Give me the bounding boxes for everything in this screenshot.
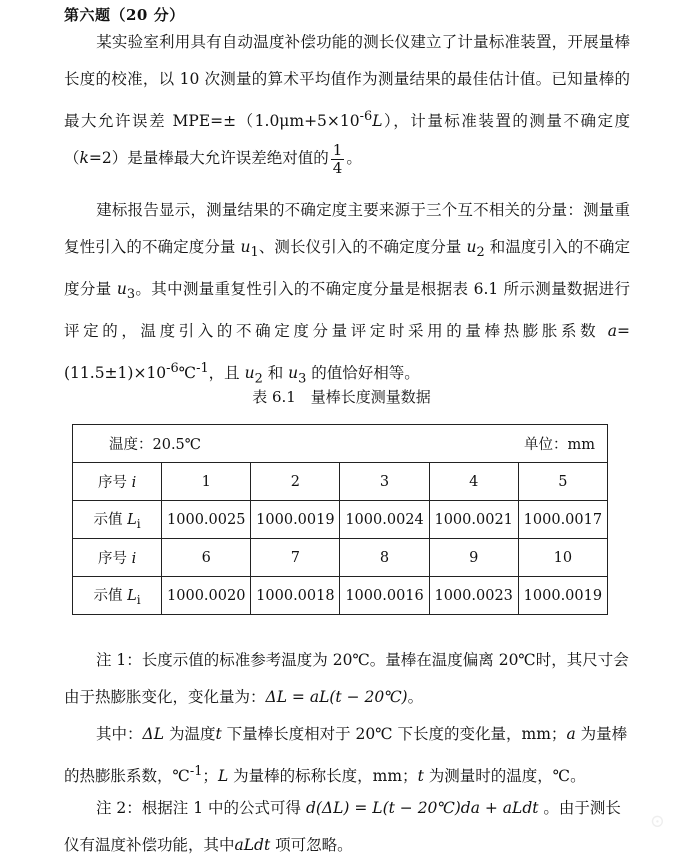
value-label-text: 示值 (93, 588, 128, 605)
table-row (73, 577, 608, 615)
row-label-value (73, 577, 162, 615)
table-cell: 1000.0019 (518, 577, 607, 615)
fraction-numerator: 1 (332, 140, 343, 159)
note-2 (64, 790, 630, 864)
note2-term: aLdt (234, 836, 271, 854)
watermark-icon: ⊙ (649, 811, 665, 832)
intro-var-L: L (372, 112, 383, 131)
unc-exponent: -6 (166, 361, 179, 377)
where-var-dL: ΔL (142, 725, 165, 743)
unc-text-7: ，且 (208, 364, 245, 383)
sub-1: 1 (250, 245, 259, 261)
where-exponent: -1 (189, 764, 203, 779)
unc-text-4: 。其中测量重复性引入的不确定度分量是根据表 6.1 所示测量数据进行评定的，温度引入的不确定度分量评定时采用的量棒热膨胀系数 (64, 280, 630, 341)
table-caption: 表 6.1 量棒长度测量数据 (252, 388, 431, 406)
table-cell: 1000.0021 (429, 501, 518, 539)
table-cell: 10 (518, 539, 607, 577)
where-text-2: 为温度 (164, 725, 216, 743)
table-cell: 5 (518, 463, 607, 501)
table-cell: 1000.0020 (162, 577, 251, 615)
unc-exponent-2: -1 (196, 361, 209, 377)
table-cell: 1000.0025 (162, 501, 251, 539)
intro-var-k: k (79, 149, 89, 168)
sub-3: 3 (126, 287, 136, 303)
measurement-table (72, 424, 608, 615)
row-label-index (73, 463, 162, 501)
table-cell: 1000.0017 (518, 501, 607, 539)
note1-text-1: 注 1：长度示值的标准参考温度为 20℃。量棒在温度偏离 20℃时，其尺寸会由于热膨胀变化，变化量为： (64, 651, 629, 706)
note1-formula: ΔL = aL(t − 20℃) (265, 688, 408, 706)
table-cell: 4 (429, 463, 518, 501)
note2-formula: d(ΔL) = L(t − 20℃)da + aLdt (305, 799, 539, 817)
temperature-label: 温度：20.5℃ (109, 437, 202, 453)
table-cell: 1 (162, 463, 251, 501)
var-u3-b: u (288, 364, 299, 383)
fraction-one-quarter (331, 142, 345, 177)
table-cell: 7 (251, 539, 340, 577)
where-text-3: 下量棒长度相对于 20℃ 下长度的变化量，mm； (221, 725, 567, 743)
value-sub: i (136, 516, 141, 531)
unc-text-8: 和 (262, 364, 289, 383)
table-row (73, 501, 608, 539)
where-text-5: ； (202, 767, 218, 786)
table-cell: 2 (251, 463, 340, 501)
unc-text-6: ℃ (178, 364, 197, 383)
intro-text-3: =2）是量棒最大允许误差绝对值的 (88, 149, 329, 168)
where-var-L: L (217, 767, 229, 786)
value-sub: i (136, 592, 141, 607)
note1-text-2: 。 (407, 688, 424, 706)
table-cell: 1000.0023 (429, 577, 518, 615)
where-text-8: 为测量时的温度，℃。 (423, 767, 586, 786)
table-cell: 3 (340, 463, 429, 501)
note2-text-2: 。由于测长仪有温度补偿功能，其中 (64, 799, 621, 854)
table-cell: 1000.0019 (251, 501, 340, 539)
table-cell: 6 (162, 539, 251, 577)
sub-2-b: 2 (254, 371, 263, 387)
paragraph-intro (64, 24, 630, 177)
where-var-t: t (215, 725, 222, 743)
where-text-1: 其中： (96, 725, 143, 743)
table-cell: 1000.0018 (251, 577, 340, 615)
paragraph-uncertainty (64, 192, 630, 397)
table-header-row (73, 425, 608, 463)
intro-exponent: -6 (359, 109, 373, 124)
row-label-value (73, 501, 162, 539)
var-u2-b: u (244, 364, 255, 383)
table-row (73, 463, 608, 501)
sub-3-b: 3 (298, 371, 307, 387)
table-cell: 8 (340, 539, 429, 577)
unit-label: 单位：mm (524, 437, 595, 453)
var-u3: u (116, 280, 127, 299)
var-a: a (607, 322, 617, 341)
note-1 (64, 642, 630, 716)
table-header-cell (73, 425, 608, 463)
question-heading: 第六题（20 分） (64, 6, 185, 24)
unc-text-1: 建标报告显示，测量结果的不确定度主要来源于三个互不相关的分量：测量重复性引入的不确定度分量 (64, 201, 630, 256)
var-u1: u (240, 238, 251, 256)
table-cell: 1000.0024 (340, 501, 429, 539)
index-label-text: 序号 (97, 551, 132, 567)
intro-text-4: 。 (346, 149, 362, 168)
note2-text-1: 注 2：根据注 1 中的公式可得 (96, 799, 306, 817)
unc-text-5: =(11.5±1)×10 (64, 322, 630, 383)
table-row (73, 539, 608, 577)
unc-text-3: 和温度引入的不确定度分量 (64, 238, 630, 299)
unc-text-2: 、测长仪引入的不确定度分量 (258, 238, 467, 256)
where-text-4: 为量棒的热膨胀系数，℃ (64, 725, 628, 786)
index-var: i (131, 475, 137, 491)
intro-text-1: 某实验室利用具有自动温度补偿功能的测长仪建立了计量标准装置，开展量棒长度的校准，以 10 次测量的算术平均值作为测量结果的最佳估计值。已知量棒的最大允许误差 MPE=±（1.0μm+5×10 (64, 33, 630, 131)
sub-2: 2 (476, 245, 485, 261)
unc-text-9: 的值恰好相等。 (306, 364, 420, 383)
intro-text-2: ），计量标准装置的测量不确定度（ (64, 112, 630, 168)
index-label-text: 序号 (97, 475, 132, 491)
index-var: i (131, 551, 137, 567)
where-text-6: 为量棒的标称长度，mm； (228, 767, 418, 786)
table-cell: 9 (429, 539, 518, 577)
value-label-text: 示值 (93, 512, 128, 529)
where-var-a: a (566, 725, 576, 743)
value-var: L (127, 512, 137, 529)
var-u2: u (466, 238, 477, 256)
row-label-index (73, 539, 162, 577)
table-cell: 1000.0016 (340, 577, 429, 615)
value-var: L (127, 588, 137, 605)
fraction-denominator: 4 (332, 158, 343, 177)
note-where (64, 716, 630, 795)
where-var-t-2: t (417, 767, 424, 786)
note2-text-3: 项可忽略。 (270, 836, 353, 854)
